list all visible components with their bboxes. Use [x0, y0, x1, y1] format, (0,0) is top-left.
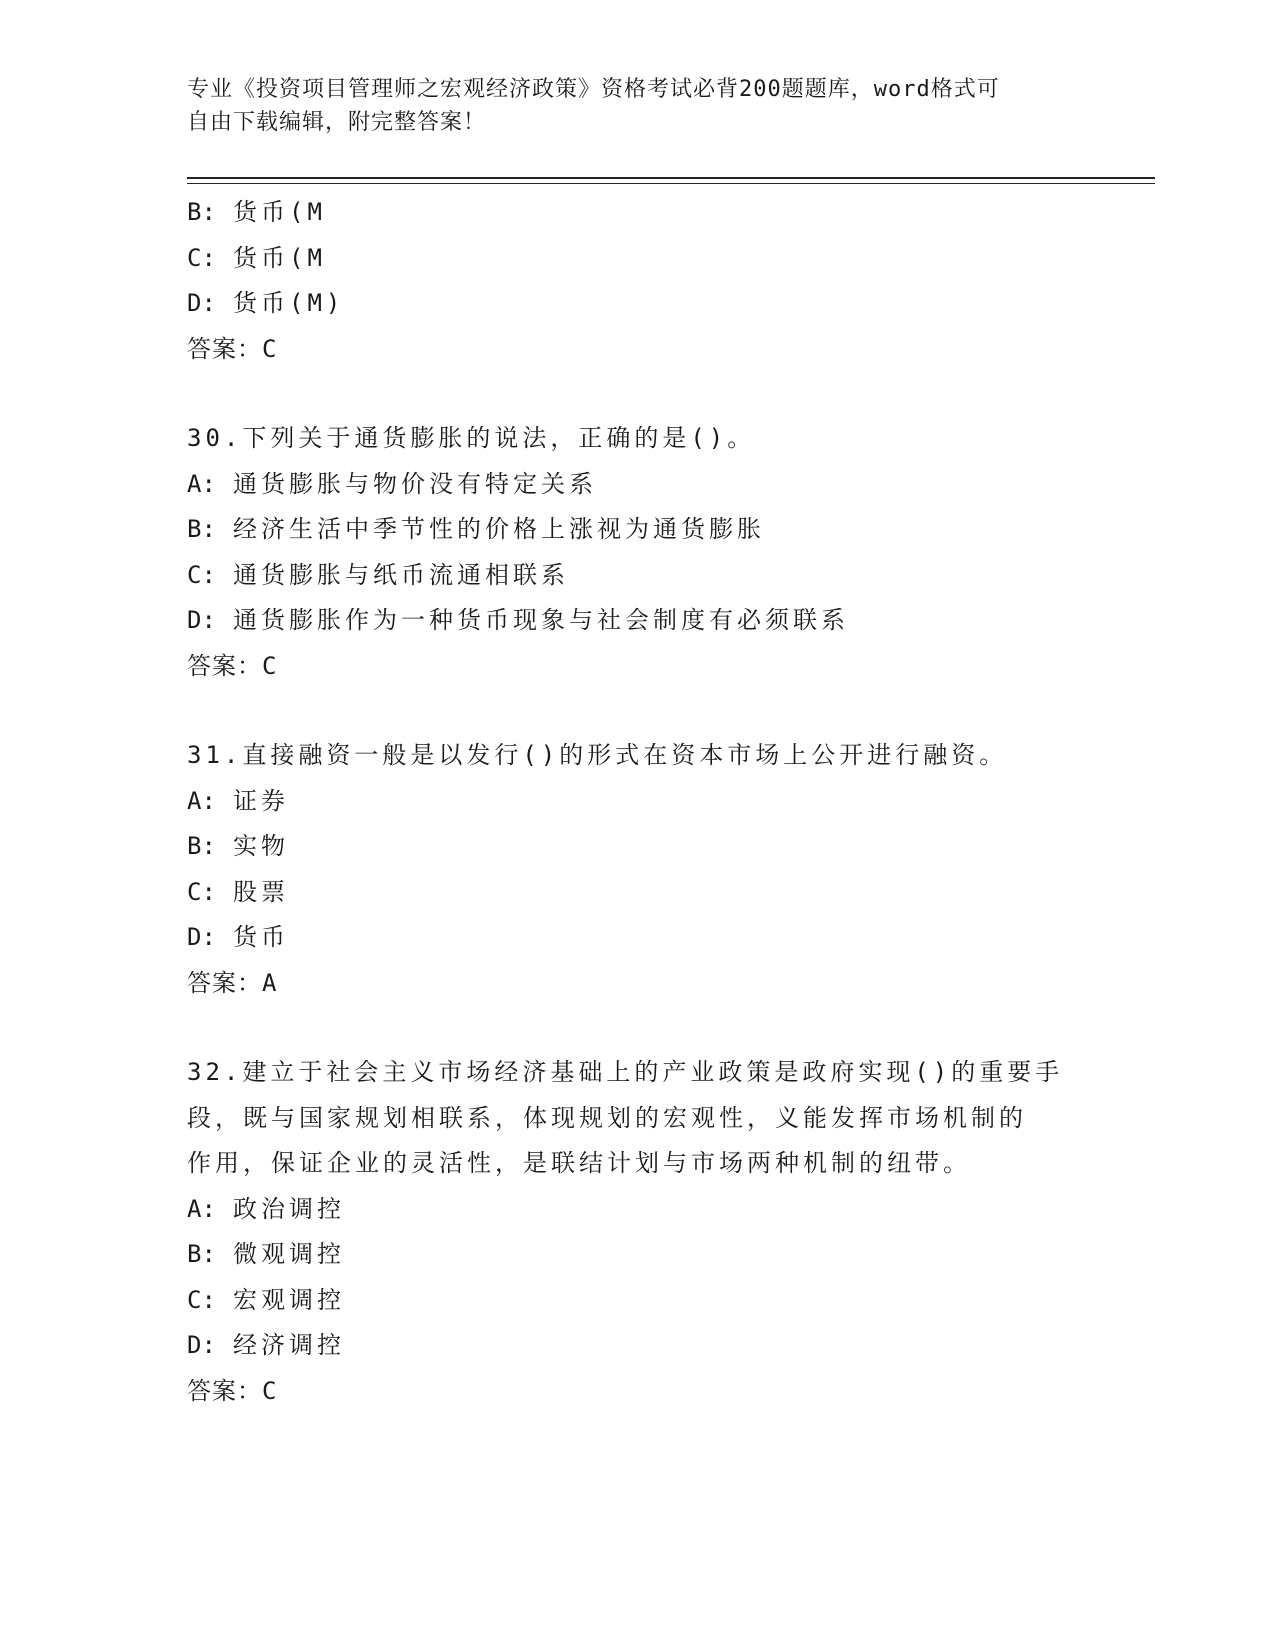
option-letter: C:: [187, 560, 216, 589]
question-block-31: [187, 733, 1087, 1006]
question-stem: 31.直接融资一般是以发行()的形式在资本市场上公开进行融资。: [187, 741, 1008, 769]
header-rule-thin: [187, 183, 1155, 184]
option-b: [187, 507, 1087, 553]
option-letter: B:: [187, 198, 216, 226]
option-text: 经济调控: [233, 1331, 345, 1359]
header-line-2: 自由下载编辑，附完整答案！: [187, 110, 487, 135]
option-letter: D:: [187, 923, 216, 951]
option-d: [187, 281, 1087, 327]
option-text: 政治调控: [233, 1194, 345, 1223]
answer-line: 答案：C: [187, 1376, 278, 1405]
option-text: 通货膨胀与纸币流通相联系: [233, 560, 569, 589]
question-stem-line-2: 段，既与国家规划相联系，体现规划的宏观性，义能发挥市场机制的: [187, 1103, 1027, 1132]
document-header: [187, 73, 1067, 139]
spacer: [187, 689, 1087, 733]
option-text: 通货膨胀作为一种货币现象与社会制度有必须联系: [233, 606, 849, 634]
answer-line: 答案：A: [187, 968, 278, 997]
option-c: [187, 1278, 1087, 1324]
question-stem: 30.下列关于通货膨胀的说法，正确的是()。: [187, 424, 756, 452]
option-letter: C:: [187, 243, 216, 272]
option-text: 宏观调控: [233, 1285, 345, 1314]
option-letter: B:: [187, 1240, 216, 1268]
option-a: [187, 462, 1087, 508]
option-text: 微观调控: [233, 1240, 345, 1268]
option-c: [187, 553, 1087, 599]
option-text: 股票: [233, 877, 289, 906]
option-c: [187, 870, 1087, 916]
option-letter: A:: [187, 469, 216, 498]
answer-line: 答案：C: [187, 334, 278, 363]
header-rule-thick: [187, 177, 1155, 179]
option-text: 实物: [233, 832, 289, 860]
option-a: [187, 1187, 1087, 1233]
answer-line: 答案：C: [187, 651, 278, 680]
option-text: 证券: [233, 786, 289, 815]
option-letter: D:: [187, 289, 216, 317]
question-block-30: [187, 416, 1087, 689]
option-letter: B:: [187, 515, 216, 543]
option-letter: D:: [187, 606, 216, 634]
spacer: [187, 1006, 1087, 1050]
option-letter: A:: [187, 1194, 216, 1223]
option-c: [187, 236, 1087, 282]
option-text: 通货膨胀与物价没有特定关系: [233, 469, 597, 498]
option-b: [187, 1232, 1087, 1278]
option-d: [187, 598, 1087, 644]
question-block-continued: [187, 190, 1087, 372]
question-stem-line-1: 32.建立于社会主义市场经济基础上的产业政策是政府实现()的重要手: [187, 1058, 1064, 1086]
question-block-32: [187, 1050, 1087, 1414]
option-text: 货币(M): [233, 289, 345, 317]
option-letter: B:: [187, 832, 216, 860]
option-text: 经济生活中季节性的价格上涨视为通货膨胀: [233, 515, 765, 543]
option-d: [187, 915, 1087, 961]
option-b: [187, 190, 1087, 236]
option-d: [187, 1323, 1087, 1369]
option-letter: D:: [187, 1331, 216, 1359]
option-letter: C:: [187, 877, 216, 906]
option-a: [187, 779, 1087, 825]
spacer: [187, 372, 1087, 416]
question-stem-line-3: 作用，保证企业的灵活性，是联结计划与市场两种机制的纽带。: [187, 1149, 971, 1177]
option-letter: C:: [187, 1285, 216, 1314]
option-letter: A:: [187, 786, 216, 815]
question-list: [187, 190, 1087, 1414]
option-b: [187, 824, 1087, 870]
option-text: 货币: [233, 923, 289, 951]
header-line-1: 专业《投资项目管理师之宏观经济政策》资格考试必背200题题库，word格式可: [187, 77, 1000, 102]
option-text: 货币(M: [233, 198, 326, 226]
option-text: 货币(M: [233, 243, 326, 272]
